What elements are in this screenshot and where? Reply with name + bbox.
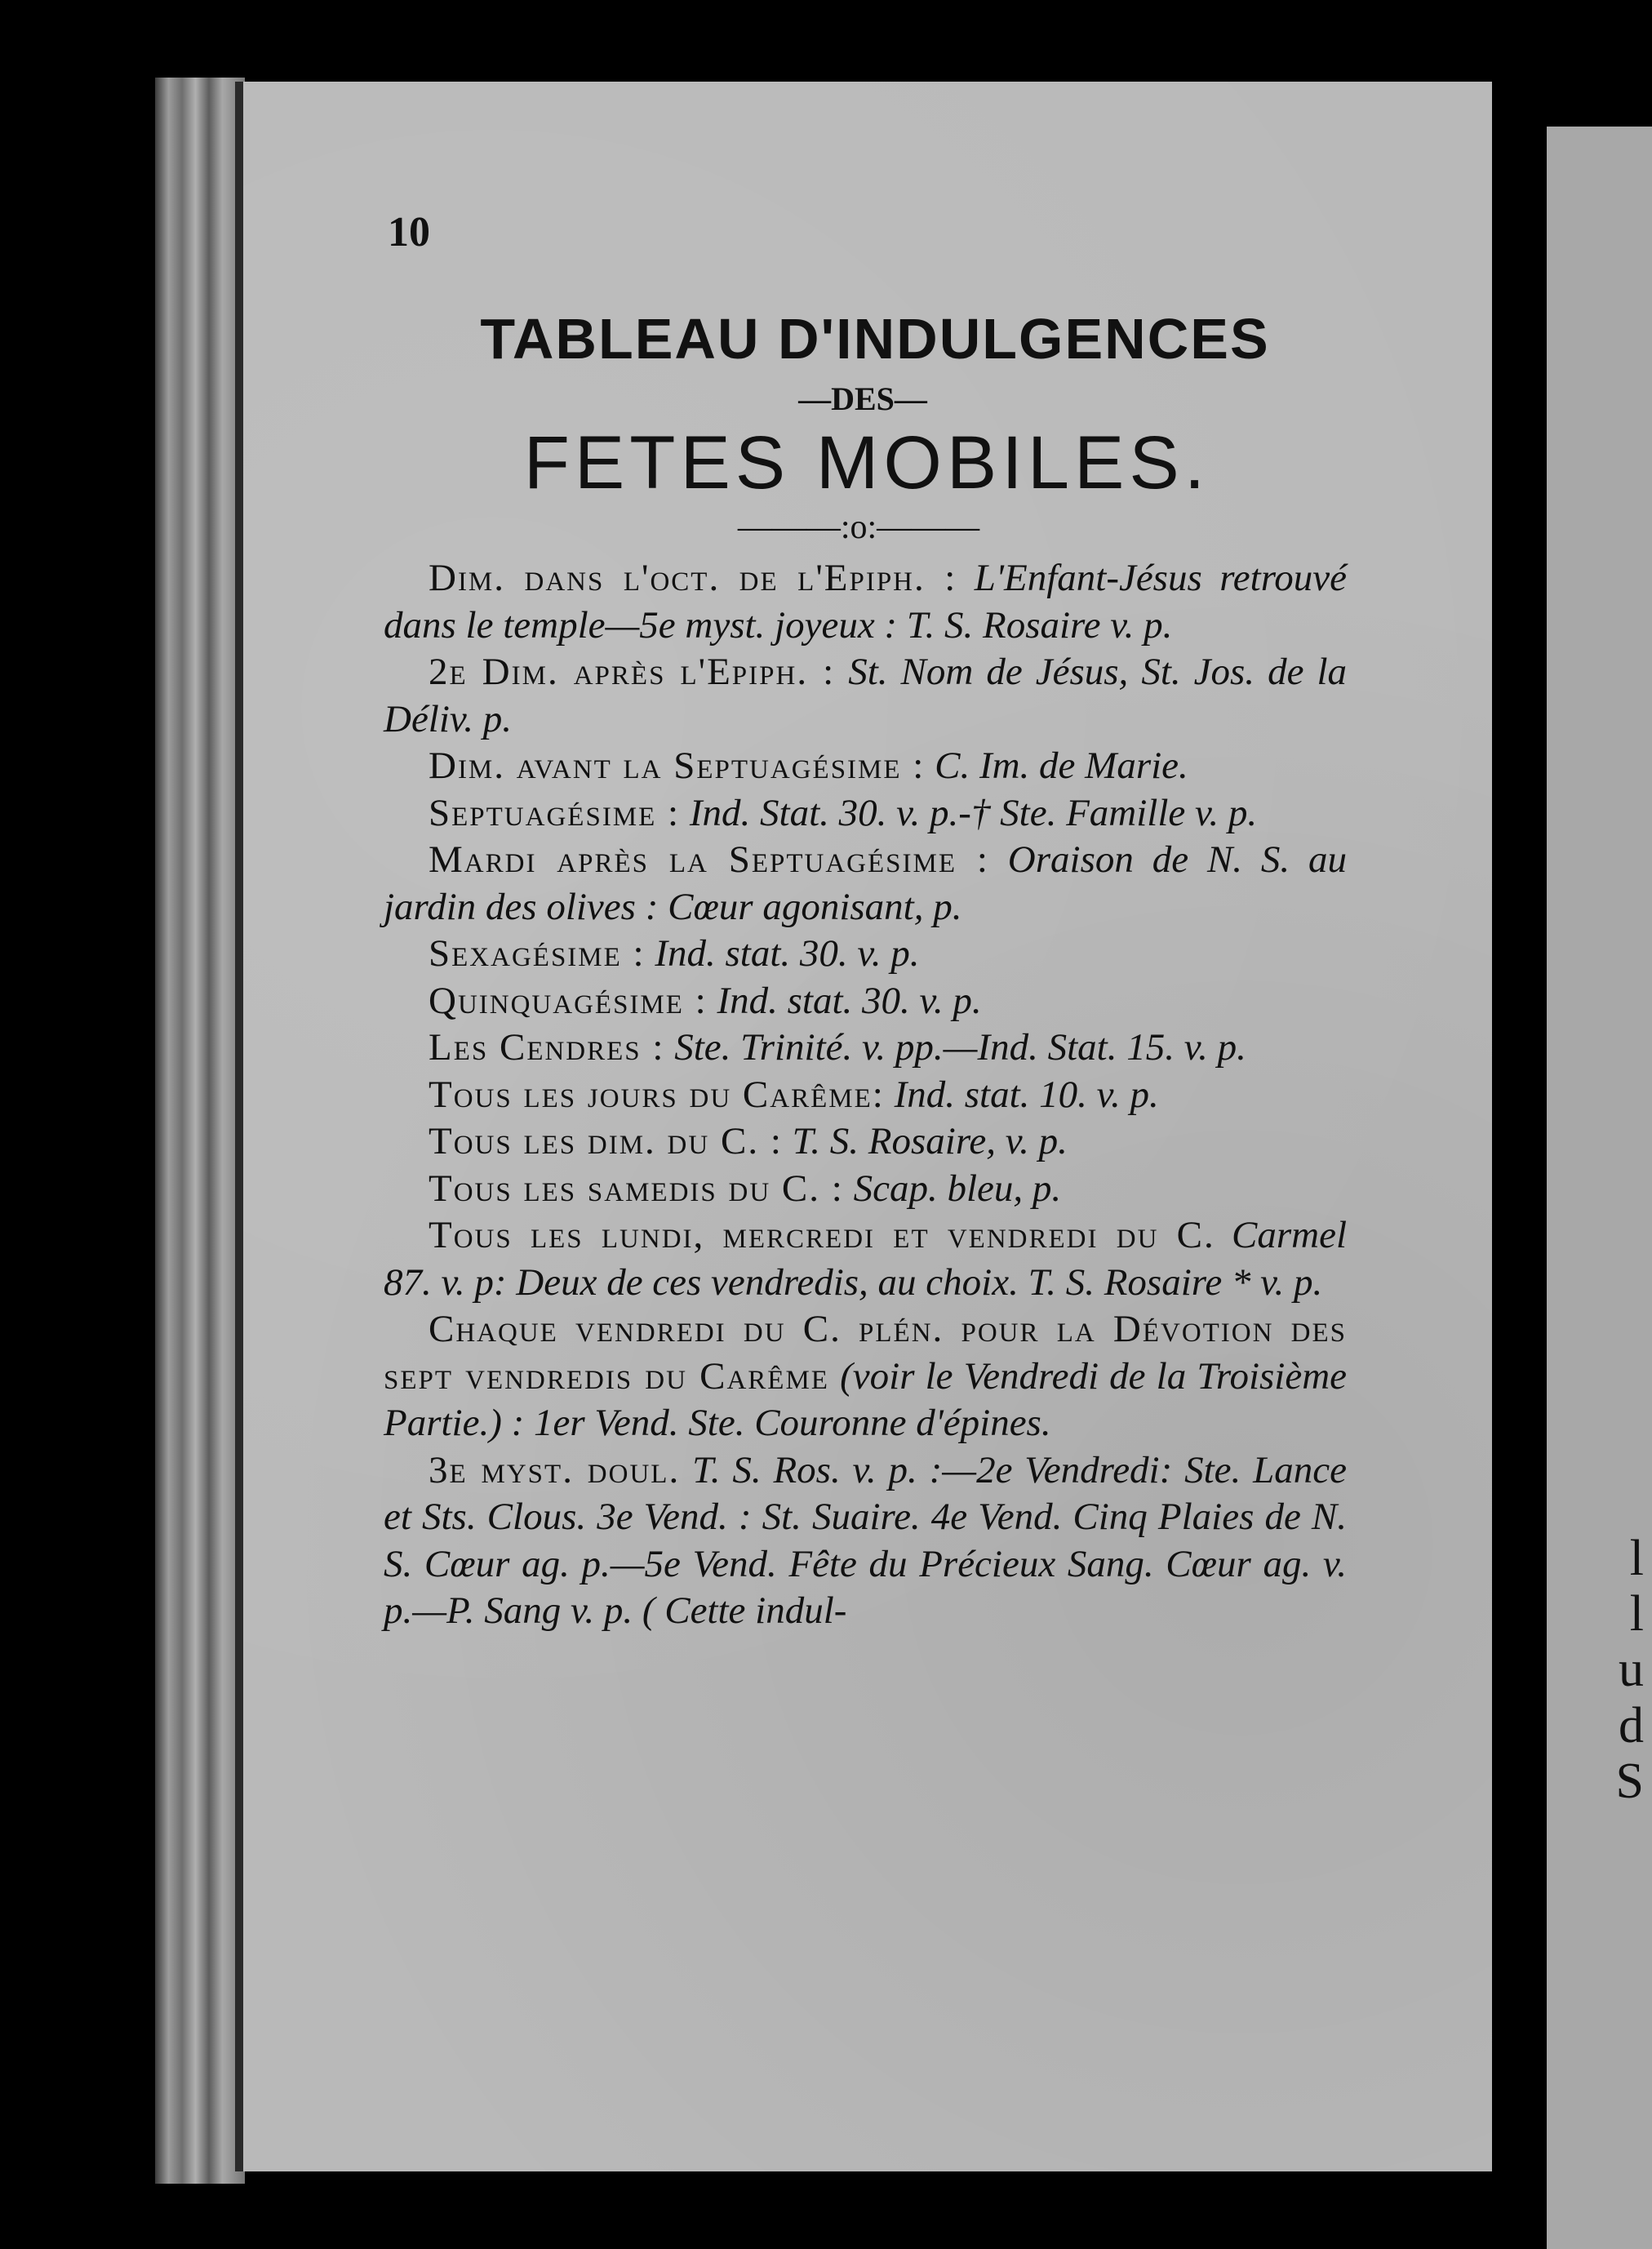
indulgence-text: C. Im. de Marie. <box>935 744 1188 787</box>
facing-page-text <box>1616 1531 1644 1809</box>
indulgence-text: Ind. stat. 10. v. p. <box>894 1073 1159 1116</box>
feast-name: Quinquagésime : <box>429 979 708 1022</box>
feast-name: Mardi après la Septuagésime : <box>429 838 989 881</box>
fragment: d <box>1619 1697 1644 1753</box>
list-item <box>384 978 1347 1025</box>
fragment: l <box>1629 1531 1644 1586</box>
list-item <box>384 743 1347 790</box>
feast-name: Chaque vendredi du C. plén. pour la Dévotion des sept vendredis du Carême <box>384 1308 1347 1398</box>
indulgence-text: Ind. Stat. 30. v. p.-† Ste. Famille v. p. <box>689 791 1258 834</box>
feast-name: Tous les samedis du C. : <box>429 1167 844 1210</box>
indulgence-text: T. S. Rosaire, v. p. <box>792 1120 1068 1162</box>
list-item <box>384 1306 1347 1447</box>
list-item <box>384 649 1347 743</box>
indulgence-text: Scap. bleu, p. <box>853 1167 1062 1210</box>
fragment: u <box>1619 1642 1644 1698</box>
feast-name: Tous les jours du Carême: <box>429 1073 885 1116</box>
feast-name: Dim. avant la Septuagésime : <box>429 744 926 787</box>
indulgence-text: Ste. Trinité. v. pp.—Ind. Stat. 15. v. p. <box>674 1026 1246 1069</box>
title-connector: —DES— <box>798 380 927 417</box>
feast-name: Dim. dans l'oct. de l'Epiph. : <box>429 557 957 599</box>
indulgence-list <box>384 555 1347 1635</box>
list-item <box>384 1212 1347 1306</box>
page-number: 10 <box>388 209 430 256</box>
page-title: TABLEAU D'INDULGENCES <box>480 307 1270 371</box>
indulgence-text: Oraison de N. S. au jardin des olives : Cœur agonisant, p. <box>384 838 1348 928</box>
indulgence-text: Carmel 87. v. p: Deux de ces vendredis, au choix. T. S. Rosaire * v. p. <box>384 1214 1348 1304</box>
list-item <box>384 1447 1347 1635</box>
feast-name: Tous les dim. du C. : <box>429 1120 783 1162</box>
indulgence-text: L'Enfant-Jésus retrouvé dans le temple—5e myst. joyeux : T. S. Rosaire v. p. <box>384 557 1347 647</box>
list-item <box>384 1118 1347 1166</box>
indulgence-text: (voir le Vendredi de la Troisième Partie.) : 1er Vend. Ste. Couronne d'épines. <box>384 1354 1348 1444</box>
list-item <box>384 931 1347 978</box>
list-item <box>384 1166 1347 1213</box>
feast-name: Sexagésime : <box>429 932 646 975</box>
feast-name: 3e myst. doul. <box>429 1448 681 1491</box>
list-item <box>384 555 1347 649</box>
indulgence-text: Ind. stat. 30. v. p. <box>717 979 982 1022</box>
list-item <box>384 1072 1347 1119</box>
feast-name: Tous les lundi, mercredi et vendredi du C. <box>429 1214 1215 1256</box>
indulgence-text: St. Nom de Jésus, St. Jos. de la Déliv. p. <box>384 651 1348 740</box>
fragment: S <box>1615 1753 1644 1809</box>
page-subtitle: FETES MOBILES. <box>523 421 1210 504</box>
list-item <box>384 837 1347 931</box>
list-item <box>384 1024 1347 1072</box>
feast-name: 2e Dim. après l'Epiph. : <box>429 651 836 693</box>
indulgence-text: T. S. Ros. v. p. :—2e Vendredi: Ste. Lance et Sts. Clous. 3e Vend. : St. Suaire. 4e Vend. Cinq Plaies de N. S. Cœur ag. p.—5e Vend. Fête du Précieux Sang. Cœur ag. v. p.—P. Sang v. p. ( Cette indul- <box>384 1448 1348 1632</box>
fragment: l <box>1629 1586 1644 1642</box>
indulgence-text: Ind. stat. 30. v. p. <box>655 932 920 975</box>
ornament-divider: ———:o:——— <box>737 509 980 546</box>
feast-name: Septuagésime : <box>429 791 681 834</box>
list-item <box>384 790 1347 838</box>
feast-name: Les Cendres : <box>429 1026 665 1069</box>
